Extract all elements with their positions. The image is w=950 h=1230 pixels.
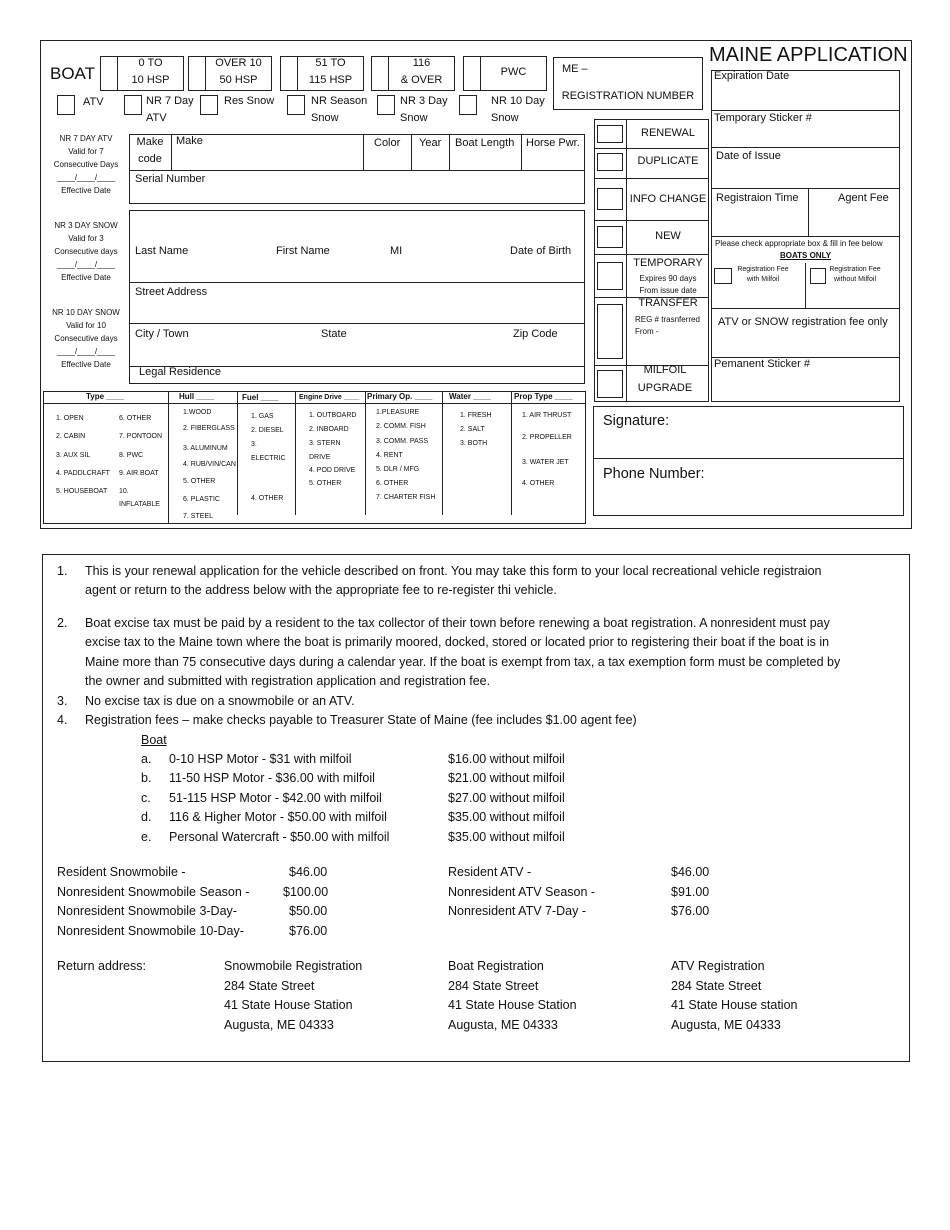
nr3-valid: Valid for 3 (68, 234, 104, 243)
fuel-code-item: 4. OTHER (251, 495, 284, 502)
prop-type-code-item: 1. AIR THRUST (522, 412, 572, 419)
vehicle-type-nr3-sub: Snow (400, 112, 428, 124)
engine-code-item: DRIVE (309, 454, 331, 461)
instruction-text-line: No excise tax is due on a snowmobile or an ATV. (85, 694, 355, 708)
instruction-text-line: the owner and submitted with registration application and registration fee. (85, 674, 491, 688)
atv-address-line: ATV Registration (671, 959, 765, 973)
water-code-item: 1. FRESH (460, 412, 492, 419)
nr3-consec: Consecutive days (54, 247, 118, 256)
vehicle-type-checkbox-nr7atv[interactable] (124, 95, 142, 115)
primary-op-code-item: 5. DLR / MFG (376, 466, 420, 473)
nr10-effective: Effective Date (61, 360, 111, 369)
boat-class-checkbox-3[interactable] (280, 56, 298, 91)
boat-fee-without-milfoil: $35.00 without milfoil (448, 830, 565, 844)
hull-header[interactable]: Hull ____ (179, 392, 215, 401)
boat-fee-letter: e. (141, 830, 152, 844)
transfer-label: TRANSFER (638, 297, 698, 309)
type-code-item: 6. OTHER (119, 415, 152, 422)
me-prefix-label: ME – (562, 63, 588, 75)
type-code-item: 3. AUX SIL (56, 452, 91, 459)
water-code-item: 3. BOTH (460, 440, 488, 447)
first-name-field-label[interactable]: First Name (276, 245, 330, 257)
snowmobile-address-line: Augusta, ME 04333 (224, 1018, 334, 1032)
boats-only-label: BOATS ONLY (779, 251, 832, 260)
snowmobile-address-line: 284 State Street (224, 979, 315, 993)
form-title: MAINE APPLICATION (709, 44, 908, 66)
expiration-date-label[interactable]: Expiration Date (714, 70, 790, 82)
fuel-code-item: 1. GAS (251, 413, 274, 420)
hull-code-item: 5. OTHER (183, 478, 216, 485)
snow-fee-amount: $100.00 (283, 885, 329, 899)
boat-fee-with-milfoil: 116 & Higher Motor - $50.00 with milfoil (169, 810, 387, 824)
snow-fee-amount: $46.00 (289, 865, 328, 879)
nr10-snow-block (46, 306, 126, 371)
nr7-valid: Valid for 7 (68, 147, 104, 156)
info-change-label: INFO CHANGE (629, 193, 707, 205)
nr10-date-blank[interactable]: ____/____/____ (57, 347, 115, 356)
signature-label[interactable]: Signature: (603, 413, 670, 429)
engine-code-item: 3. STERN (309, 440, 341, 447)
vehicle-type-checkbox-atv[interactable] (57, 95, 75, 115)
instruction-text-line: excise tax to the Maine town where the boat is primarily moored, docked, stored or located prior to registering their boat if the boat is in (85, 635, 830, 649)
prop-type-header[interactable]: Prop Type ____ (514, 392, 573, 401)
instruction-number: 4. (57, 713, 68, 727)
check-box-note: Please check appropriate box & fill in fee below (715, 239, 883, 248)
nr7-effective: Effective Date (61, 186, 111, 195)
type-code-item: 9. AIR BOAT (119, 470, 159, 477)
vehicle-type-atv-label: ATV (83, 96, 104, 108)
engine-code-item: 4. POD DRIVE (309, 467, 356, 474)
boat-class-2-line2: 50 HSP (219, 74, 258, 86)
prop-type-code-item: 3. WATER JET (522, 459, 569, 466)
transfer-checkbox[interactable] (597, 304, 623, 359)
boat-class-4-line2: & OVER (400, 74, 443, 86)
atv-address-line: 284 State Street (671, 979, 762, 993)
fee-with-milfoil-line1: Registration Fee (737, 266, 789, 273)
hull-code-item: 7. STEEL (183, 513, 213, 520)
type-code-item: 5. HOUSEBOAT (56, 488, 108, 495)
primary-op-header[interactable]: Primary Op. ____ (367, 392, 433, 401)
boat-class-checkbox-4[interactable] (371, 56, 389, 91)
snow-fee-amount: $50.00 (289, 904, 328, 918)
snowmobile-address-line: 41 State House Station (224, 998, 353, 1012)
city-field-label[interactable]: City / Town (135, 328, 189, 340)
year-field-label[interactable]: Year (419, 137, 442, 149)
temporary-from: From issue date (639, 286, 697, 295)
temporary-checkbox[interactable] (597, 262, 623, 290)
engine-code-item: 2. INBOARD (309, 426, 349, 433)
primary-op-code-item: 4. RENT (376, 452, 403, 459)
fee-without-milfoil-line2: without Milfoil (833, 276, 876, 283)
type-code-item: 1. OPEN (56, 415, 84, 422)
snow-fee-label: Resident Snowmobile - (57, 865, 186, 879)
nr7-title: NR 7 DAY ATV (59, 134, 113, 143)
upgrade-label: UPGRADE (637, 382, 693, 394)
snow-fee-label: Nonresident Snowmobile Season - (57, 885, 250, 899)
mi-field-label[interactable]: MI (390, 245, 403, 257)
nr3-title: NR 3 DAY SNOW (54, 221, 118, 230)
primary-op-code-item: 1.PLEASURE (376, 409, 420, 416)
atv-fee-label: Nonresident ATV 7-Day - (448, 904, 587, 918)
type-code-item: 10. (119, 488, 129, 495)
boat-fee-letter: c. (141, 791, 151, 805)
atv-fee-label: Resident ATV - (448, 865, 532, 879)
vehicle-type-checkbox-ressnow[interactable] (200, 95, 218, 115)
instruction-text-line: Registration fees – make checks payable to Treasurer State of Maine (fee includes $1.00 agent fee) (85, 713, 637, 727)
instruction-number: 2. (57, 616, 68, 630)
boat-fee-letter: a. (141, 752, 152, 766)
atv-fee-amount: $76.00 (671, 904, 710, 918)
temp-sticker-label[interactable]: Temporary Sticker # (714, 112, 812, 124)
boat-fee-with-milfoil: 11-50 HSP Motor - $36.00 with milfoil (169, 771, 375, 785)
prop-type-code-item: 2. PROPELLER (522, 434, 572, 441)
fuel-header[interactable]: Fuel ____ (242, 393, 279, 402)
engine-code-item: 1. OUTBOARD (309, 412, 357, 419)
nr10-valid: Valid for 10 (66, 321, 106, 330)
nr3-effective: Effective Date (61, 273, 111, 282)
boat-address-line: 284 State Street (448, 979, 539, 993)
hull-code-item: 4. RUB/VIN/CAN (183, 461, 236, 468)
vehicle-type-checkbox-nr3snow[interactable] (377, 95, 395, 115)
nr7-date-blank[interactable]: ____/____/____ (57, 173, 115, 182)
duplicate-label: DUPLICATE (637, 155, 699, 167)
hull-code-item: 2. FIBERGLASS (183, 425, 235, 432)
instruction-number: 1. (57, 564, 68, 578)
boat-class-checkbox-5[interactable] (463, 56, 481, 91)
vehicle-type-nr3-label: NR 3 Day (400, 95, 448, 107)
snow-fee-label: Nonresident Snowmobile 3-Day- (57, 904, 237, 918)
boat-address-line: 41 State House Station (448, 998, 577, 1012)
new-label: NEW (655, 230, 681, 242)
transfer-from[interactable]: From - (635, 327, 659, 336)
duplicate-checkbox[interactable] (597, 153, 623, 171)
boat-fee-without-milfoil: $27.00 without milfoil (448, 791, 565, 805)
boat-class-1-line2: 10 HSP (131, 74, 170, 86)
registration-time-label[interactable]: Registraion Time (716, 192, 799, 204)
primary-op-code-item: 6. OTHER (376, 480, 409, 487)
atv-address-line: 41 State House station (671, 998, 798, 1012)
water-header[interactable]: Water ____ (449, 392, 491, 401)
boat-class-checkbox-1[interactable] (100, 56, 118, 91)
fee-without-milfoil-line1: Registration Fee (829, 266, 881, 273)
milfoil-label: MILFOIL (643, 364, 687, 376)
vehicle-type-nrseason-sub: Snow (311, 112, 339, 124)
vehicle-type-nr10-label: NR 10 Day (491, 95, 545, 107)
type-code-item: 4. PADDLCRAFT (56, 470, 110, 477)
boat-class-3-line1: 51 TO (315, 57, 346, 69)
type-code-item: 2. CABIN (56, 433, 86, 440)
snowmobile-address-line: Snowmobile Registration (224, 959, 363, 973)
boat-fee-with-milfoil: 51-115 HSP Motor - $42.00 with milfoil (169, 791, 382, 805)
boat-address-line: Augusta, ME 04333 (448, 1018, 558, 1032)
fuel-code-item: 2. DIESEL (251, 427, 284, 434)
horse-power-field-label[interactable]: Horse Pwr. (526, 137, 580, 149)
primary-op-code-item: 2. COMM. FISH (376, 423, 426, 430)
serial-number-field-label[interactable]: Serial Number (135, 173, 206, 185)
atv-snow-fee-label[interactable]: ATV or SNOW registration fee only (718, 316, 888, 328)
boat-fee-letter: b. (141, 771, 152, 785)
transfer-reg: REG # trasnferred (635, 315, 700, 324)
vehicle-type-nr7-label: NR 7 Day (146, 95, 194, 107)
boat-fee-with-milfoil: 0-10 HSP Motor - $31 with milfoil (169, 752, 352, 766)
engine-drive-header[interactable]: Engine Drive ____ (299, 394, 360, 401)
snow-fee-amount: $76.00 (289, 924, 328, 938)
type-code-item: INFLATABLE (119, 501, 160, 508)
boat-address-line: Boat Registration (448, 959, 544, 973)
legal-residence-field-label[interactable]: Legal Residence (139, 366, 221, 378)
date-of-issue-label[interactable]: Date of Issue (716, 150, 781, 162)
fuel-code-item: ELECTRIC (251, 455, 286, 462)
snow-fee-label: Nonresident Snowmobile 10-Day- (57, 924, 244, 938)
water-code-item: 2. SALT (460, 426, 485, 433)
boat-class-2-line1: OVER 10 (215, 57, 262, 69)
zip-field-label[interactable]: Zip Code (513, 328, 558, 340)
atv-fee-amount: $46.00 (671, 865, 710, 879)
nr7-consec: Consecutive Days (53, 160, 119, 169)
last-name-field-label[interactable]: Last Name (135, 245, 189, 257)
primary-op-code-item: 7. CHARTER FISH (376, 494, 436, 501)
boat-class-3-line2: 115 HSP (308, 74, 353, 86)
phone-number-label[interactable]: Phone Number: (603, 466, 705, 482)
hull-code-item: 1.WOOD (183, 409, 212, 416)
vehicle-type-checkbox-nrseason[interactable] (287, 95, 305, 115)
vehicle-type-checkbox-nr10snow[interactable] (459, 95, 477, 115)
boat-label: BOAT (50, 64, 96, 83)
instruction-number: 3. (57, 694, 68, 708)
permanent-sticker-label[interactable]: Pemanent Sticker # (714, 358, 810, 370)
instruction-text-line: agent or return to the address below with the appropriate fee to re-register thi vehicle. (85, 583, 557, 597)
boat-fee-letter: d. (141, 810, 152, 824)
new-checkbox[interactable] (597, 226, 623, 248)
info-change-checkbox[interactable] (597, 188, 623, 210)
boat-class-4-line1: 116 (412, 57, 431, 69)
return-address-label: Return address: (57, 959, 146, 973)
registration-number-label: REGISTRATION NUMBER (561, 90, 695, 102)
engine-code-item: 5. OTHER (309, 480, 342, 487)
fuel-code-item: 3. (251, 441, 257, 448)
instruction-text-line: This is your renewal application for the vehicle described on front. You may take this form to your local recreational vehicle registraion (85, 564, 822, 578)
state-field-label[interactable]: State (321, 328, 347, 340)
primary-op-code-item: 3. COMM. PASS (376, 438, 428, 445)
prop-type-code-item: 4. OTHER (522, 480, 555, 487)
instruction-text-line: Boat excise tax must be paid by a resident to the tax collector of their town before renewing a boat registration. A nonresident must pay (85, 616, 830, 630)
boat-fee-without-milfoil: $35.00 without milfoil (448, 810, 565, 824)
boat-fee-without-milfoil: $16.00 without milfoil (448, 752, 565, 766)
nr3-snow-block (46, 219, 126, 284)
boat-fee-without-milfoil: $21.00 without milfoil (448, 771, 565, 785)
nr7-atv-block (46, 132, 126, 197)
nr3-date-blank[interactable]: ____/____/____ (57, 260, 115, 269)
boat-length-field-label[interactable]: Boat Length (455, 137, 515, 149)
instruction-text-line: Maine more than 75 consecutive days during a calendar year. If the boat is exempt from tax, a tax exemption form must be completed by (85, 655, 841, 669)
atv-fee-label: Nonresident ATV Season - (448, 885, 596, 899)
dob-field-label[interactable]: Date of Birth (510, 245, 572, 257)
make-code-label-1: Make (136, 136, 164, 148)
vehicle-type-nr10-sub: Snow (491, 112, 519, 124)
agent-fee-label[interactable]: Agent Fee (838, 192, 889, 204)
color-field-label[interactable]: Color (374, 137, 401, 149)
nr10-title: NR 10 DAY SNOW (52, 308, 120, 317)
vehicle-type-nr7-sub: ATV (146, 112, 167, 124)
atv-fee-amount: $91.00 (671, 885, 710, 899)
renewal-label: RENEWAL (641, 127, 695, 139)
boat-fees-heading: Boat (141, 733, 167, 747)
milfoil-upgrade-checkbox[interactable] (597, 370, 623, 398)
make-field-label[interactable]: Make (176, 135, 203, 147)
boat-class-1-line1: 0 TO (138, 57, 163, 69)
temporary-expires: Expires 90 days (639, 274, 697, 283)
vehicle-type-nrseason-label: NR Season (311, 95, 368, 107)
boat-class-checkbox-2[interactable] (188, 56, 206, 91)
type-code-item: 8. PWC (119, 452, 144, 459)
fee-with-milfoil-line2: with Milfoil (746, 276, 780, 283)
type-header[interactable]: Type ____ (86, 392, 125, 401)
nr10-consec: Consecutive days (54, 334, 118, 343)
renewal-checkbox[interactable] (597, 125, 623, 143)
hull-code-item: 6. PLASTIC (183, 496, 220, 503)
boat-class-5-line1: PWC (500, 66, 527, 78)
vehicle-type-ressnow-label: Res Snow (224, 95, 275, 107)
make-code-label-2: code (138, 153, 162, 165)
hull-code-item: 3. ALUMINUM (183, 445, 228, 452)
temporary-label: TEMPORARY (633, 257, 703, 269)
type-code-item: 7. PONTOON (119, 433, 163, 440)
street-address-field-label[interactable]: Street Address (135, 286, 208, 298)
atv-address-line: Augusta, ME 04333 (671, 1018, 781, 1032)
boat-fee-with-milfoil: Personal Watercraft - $50.00 with milfoil (169, 830, 390, 844)
